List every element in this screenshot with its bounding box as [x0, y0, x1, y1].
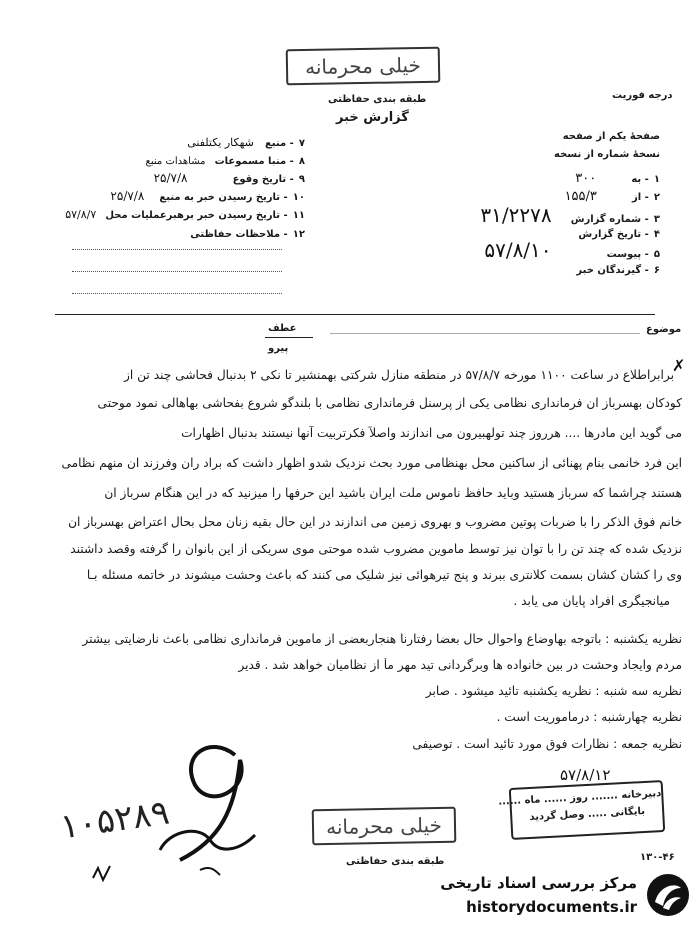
- form-code: ۱۳۰-۴۶: [640, 852, 675, 863]
- body-line-5: هستند چراشما که سرباز هستید وباید حافظ ناموس ملت ایران باشید این حرفها را میزنید که در این هنگام سرباز ان: [104, 486, 682, 500]
- handwritten-number: ۱۰۵۲۸۹: [57, 792, 172, 848]
- left-field-value: شهکار یکتلفنی: [187, 136, 254, 149]
- dotted-line: [72, 292, 282, 294]
- right-field-label: شماره گزارش: [570, 214, 642, 225]
- left-field-label: منبا مسموعات: [214, 156, 287, 167]
- watermark: [425, 870, 695, 922]
- left-field-8: ۸ - منبا مسموعات مشاهدات منبع: [145, 156, 305, 167]
- body-line-4: این فرد خانمی بنام پهنائی از ساکنین محل بهنظامی مورد بحث نزدیک شدو اظهار داشت که براد ران وفرزند ان منهم نظامی: [61, 456, 682, 470]
- opinion-sunday-cont: مردم وایجاد وحشت در بین خانواده ها وبرگردانی تید مهر مأ از نظامیان خواهد شد . قدیر: [238, 658, 682, 672]
- ref-atf-label: عطف: [268, 323, 297, 334]
- report-title: گزارش خبر: [336, 110, 409, 125]
- right-field-3: ۳ - شماره گزارش ۳۱/۲۲۷۸: [480, 203, 660, 227]
- receipt-stamp: [498, 780, 666, 840]
- right-field-num: ۶: [653, 265, 660, 276]
- right-field-num: ۲: [653, 192, 660, 203]
- header-separator-line: [55, 314, 655, 315]
- opinion-sunday: نظریه یکشنبه : باتوجه بهاوضاع واحوال حال بعضا رفتارنا هنجاربعضی از ماموین فرمانداری نظامی باعث نارضایتی بیشتر: [82, 632, 682, 646]
- watermark-url: historydocuments.ir: [466, 898, 637, 916]
- left-field-value: ۵۷/۸/۷: [65, 208, 97, 221]
- body-line-1: برابراطلاع در ساعت ۱۱۰۰ مورخه ۵۷/۸/۷ در منطقه منازل شرکتی بهمنشیر تا نکی ۲ بدنبال فحاشی چند تن از: [124, 368, 674, 382]
- left-field-value: ۲۵/۷/۸: [110, 189, 145, 203]
- right-field-1: ۱ - به ۳۰۰: [575, 171, 660, 186]
- right-field-value: ۵۷/۸/۱۰: [484, 238, 552, 262]
- body-line-8: وی را کشان کشان بسمت کلانتری ببرند و پنج تیرهوائی نیز شلیک می کنند که باعث وحشت میشوند در خاتمه مسئله بـا: [86, 568, 682, 582]
- opinion-friday: نظریه جمعه : نظارات فوق مورد تائید است . توصیفی: [412, 737, 682, 751]
- classification-stamp-bottom: خیلی محرمانه: [312, 807, 457, 846]
- classification-stamp-top: خیلی محرمانه: [286, 47, 441, 86]
- right-field-num: ۵: [653, 249, 660, 260]
- page-count-line: صفحهٔ یکم از صفحه: [562, 131, 660, 142]
- receipt-date: ۵۷/۸/۱۲: [560, 766, 611, 784]
- left-field-11: ۱۱ - تاریخ رسیدن خبر برهبرعملیات محل ۵۷/۸/۷: [65, 208, 305, 221]
- right-field-label: گیرندگان خبر: [576, 265, 642, 276]
- signature-mark: [200, 868, 220, 875]
- receipt-line-2: بایگانی ..... وصل گردید: [529, 805, 646, 824]
- left-field-7: ۷ - منبع شهکار یکتلفنی: [187, 136, 305, 149]
- opinion-tuesday: نظریه سه شنبه : نظریه یکشنبه تائید میشود . صابر: [425, 684, 682, 698]
- handwritten-signature-graphic: [140, 730, 270, 880]
- margin-mark: ✗: [672, 356, 686, 375]
- ref-peiro-label: پیرو: [268, 343, 289, 354]
- left-field-num: ۸: [298, 156, 305, 167]
- right-field-value: ۱۵۵/۳: [564, 189, 597, 204]
- handwritten-mark: [88, 858, 118, 888]
- dotted-line: [72, 248, 282, 250]
- right-field-num: ۱: [653, 174, 660, 185]
- body-line-6: خانم فوق الذکر را با ضربات پوتین مضروب و بهروی زمین می اندازند در این حال بقیه زنان محل بحال اعتراض بهسرباز ان: [68, 515, 682, 529]
- left-field-num: ۹: [298, 174, 305, 185]
- left-field-value: ۲۵/۷/۸: [153, 171, 188, 185]
- left-field-num: ۷: [298, 138, 305, 149]
- right-field-num: ۳: [653, 214, 660, 225]
- left-field-9: ۹ - تاریخ وقوع ۲۵/۷/۸: [153, 171, 305, 185]
- receipt-line-1: دبیرخانه ....... روز ...... ماه ......: [498, 788, 662, 808]
- left-field-num: ۱۰: [292, 192, 305, 203]
- left-field-label: ملاحظات حفاظتی: [190, 229, 281, 240]
- left-field-12: ۱۲ - ملاحظات حفاظتی: [190, 229, 305, 240]
- right-field-label: به: [631, 174, 642, 185]
- dotted-line: [72, 270, 282, 272]
- right-field-4: ۴ - تاریخ گزارش: [578, 229, 660, 240]
- subject-label: موضوع: [646, 324, 682, 335]
- left-field-value: مشاهدات منبع: [145, 156, 206, 167]
- classification-label-top: طبقه بندی حفاظتی: [328, 94, 427, 105]
- left-field-label: تاریخ وقوع: [232, 174, 287, 185]
- right-field-value: ۳۰۰: [575, 171, 597, 186]
- body-line-2: کودکان بهسرباز ان فرمانداری نظامی یکی از پرسنل فرمانداری نظامی با بلندگو شروع بفحاشی بهاهالی نمود موحتی: [97, 396, 682, 410]
- body-line-3: می گوید این مادرها .... هرروز چند تولهبیرون می اندازند واصلاً فکرتربیت آنها نیستند بدنبال اظهارات: [181, 426, 682, 440]
- logo-ring: [647, 874, 689, 916]
- right-field-label: تاریخ گزارش: [578, 229, 642, 240]
- right-field-6: ۶ - گیرندگان خبر: [576, 265, 660, 276]
- left-field-label: منبع: [264, 138, 287, 149]
- left-field-10: ۱۰ - تاریخ رسیدن خبر به منبع ۲۵/۷/۸: [110, 189, 305, 203]
- right-field-5: ۵ - پیوست ۵۷/۸/۱۰: [484, 238, 660, 262]
- right-field-num: ۴: [653, 229, 660, 240]
- right-field-value: ۳۱/۲۲۷۸: [480, 203, 552, 227]
- classification-label-bottom: طبقه بندی حفاظتی: [346, 856, 445, 867]
- opinion-wednesday: نظریه چهارشنبه : درماموریت است .: [496, 710, 682, 724]
- left-field-label: تاریخ رسیدن خبر به منبع: [159, 192, 281, 203]
- left-field-num: ۱۲: [292, 229, 305, 240]
- ref-line: [330, 333, 640, 334]
- watermark-logo-icon: [645, 872, 691, 918]
- left-field-num: ۱۱: [292, 210, 305, 221]
- right-field-2: ۲ - از ۱۵۵/۳: [564, 189, 660, 204]
- right-field-label: از: [631, 192, 642, 203]
- urgency-label: درجه فوریت: [612, 90, 673, 101]
- ref-line: [265, 337, 313, 338]
- watermark-title: مرکز بررسی اسناد تاریخی: [440, 874, 637, 892]
- body-line-9: میانجیگری افراد پایان می یابد .: [513, 594, 670, 608]
- left-field-label: تاریخ رسیدن خبر برهبرعملیات محل: [105, 210, 281, 221]
- right-field-label: پیوست: [606, 249, 642, 260]
- copy-count-line: نسخهٔ شماره از نسخه: [554, 149, 660, 160]
- mark-path: [93, 866, 110, 880]
- body-line-7: نزدیک شده که چند تن را با توان نیز توسط ماموین مضروب شده موحتی موی سریکی از این بانوان را گرفته وقصد داشتند: [70, 542, 682, 556]
